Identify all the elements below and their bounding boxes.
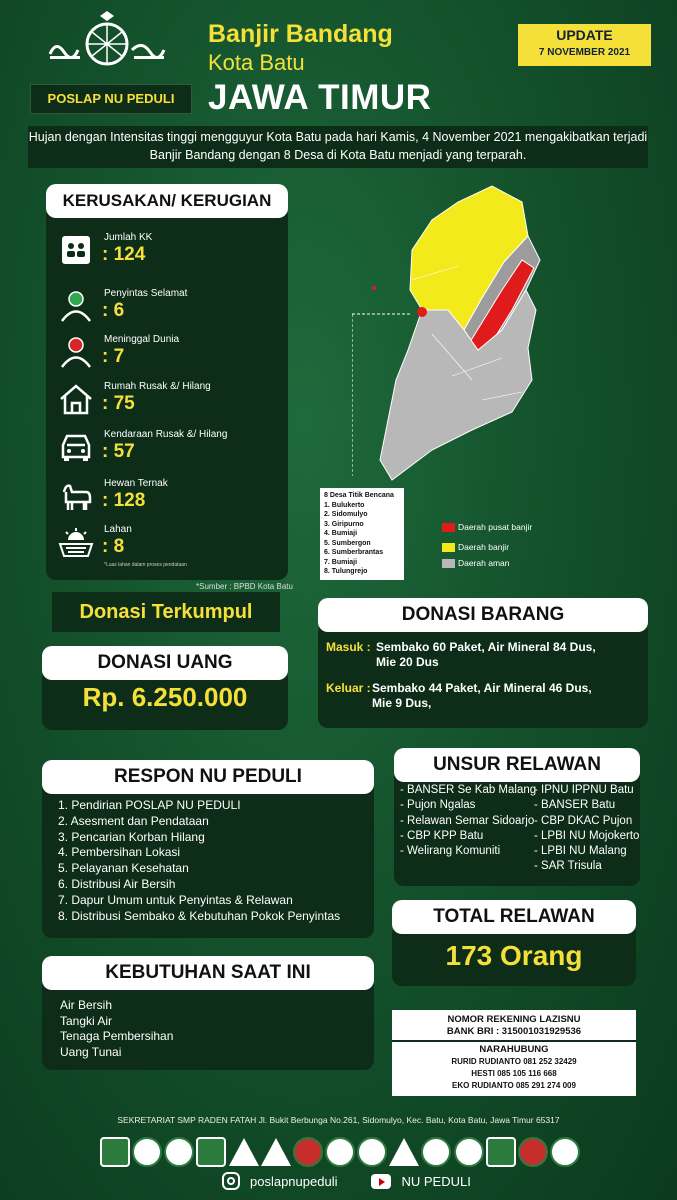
list-item: 2. Asesment dan Pendataan — [58, 813, 209, 828]
keluar-line-1: Sembako 44 Paket, Air Mineral 46 Dus, — [372, 681, 592, 695]
partner-logo-icon — [454, 1137, 484, 1167]
list-item: 3. Pencarian Korban Hilang — [58, 829, 205, 844]
house-icon — [58, 383, 94, 415]
keluar-key: Keluar : — [326, 681, 371, 695]
relawan-list-right — [534, 783, 639, 875]
secretariat-address: SEKRETARIAT SMP RADEN FATAH Jl. Bukit Berbunga No.261, Sidomulyo, Kec. Batu, Kota Batu, Jawa Timur 65317 — [117, 1115, 560, 1125]
contact-item: RURID RUDIANTO 081 252 32429 — [451, 1057, 577, 1066]
stat-label: Rumah Rusak &/ Hilang — [104, 381, 211, 392]
list-item: - SAR Trisula — [534, 860, 602, 873]
contact-item: EKO RUDIANTO 085 291 274 009 — [452, 1081, 576, 1090]
desa-item: 4. Bumiaji — [324, 530, 358, 537]
list-item: Tenaga Pembersihan — [60, 1029, 174, 1043]
list-item: - LPBI NU Malang — [534, 845, 627, 858]
youtube-icon[interactable] — [371, 1174, 391, 1189]
partner-logo-icon — [132, 1137, 162, 1167]
list-item: 8. Distribusi Sembako & Kebutuhan Pokok Penyintas — [58, 908, 341, 923]
title-line-2: Kota Batu — [208, 50, 305, 75]
legend-item-pusat — [442, 522, 532, 532]
stat-value: : 6 — [102, 300, 125, 321]
partner-logo-icon — [518, 1137, 548, 1167]
stat-value: : 124 — [102, 244, 146, 265]
social-links — [222, 1172, 471, 1190]
list-item: - Welirang Komuniti — [400, 845, 501, 858]
stat-label: Lahan — [104, 524, 132, 535]
contact-title: NARAHUBUNG — [479, 1044, 549, 1055]
stat-label: Meninggal Dunia — [104, 334, 180, 345]
list-item: - BANSER Batu — [534, 799, 616, 812]
partner-logo-icon — [261, 1138, 291, 1166]
total-relawan-heading: TOTAL RELAWAN — [392, 900, 636, 934]
legend-swatch — [442, 543, 455, 552]
legend-item-aman — [442, 558, 510, 568]
stat-value: : 7 — [102, 346, 125, 367]
total-relawan-value: 173 Orang — [445, 940, 583, 971]
donasi-barang-heading: DONASI BARANG — [318, 598, 648, 632]
partner-logo-icon — [486, 1137, 516, 1167]
donasi-uang-value: Rp. 6.250.000 — [82, 682, 248, 712]
rekening-box — [392, 1010, 636, 1096]
list-item: 4. Pembersihan Lokasi — [58, 845, 181, 860]
list-item: Tangki Air — [60, 1013, 113, 1028]
deceased-icon — [58, 336, 94, 368]
kebutuhan-heading: KEBUTUHAN SAAT INI — [42, 956, 374, 990]
legend-swatch — [442, 523, 455, 532]
partner-logo-icon — [325, 1137, 355, 1167]
title-line-3: JAWA TIMUR — [208, 78, 432, 117]
stat-value: : 8 — [102, 536, 125, 557]
legend-item-banjir — [442, 542, 509, 552]
partner-logo-icon — [357, 1137, 387, 1167]
kebutuhan-list — [60, 998, 173, 1060]
partner-logo-icon — [100, 1137, 130, 1167]
masuk-key: Masuk : — [326, 640, 371, 654]
stat-value: : 75 — [102, 393, 135, 414]
youtube-channel[interactable]: NU PEDULI — [401, 1173, 471, 1189]
keluar-line-2: Mie 9 Dus, — [372, 696, 432, 710]
donasi-uang-heading: DONASI UANG — [42, 646, 288, 680]
partner-logo-icon — [293, 1137, 323, 1167]
list-item: - LPBI NU Mojokerto — [534, 829, 640, 842]
stat-label: Kendaraan Rusak &/ Hilang — [104, 429, 228, 440]
partner-logo-icon — [550, 1137, 580, 1167]
goat-icon — [58, 480, 94, 512]
rekening-bank: BANK BRI : 315001031929536 — [446, 1026, 582, 1037]
list-item: - CBP DKAC Pujon — [534, 814, 633, 827]
desa-heading: 8 Desa Titik Bencana — [324, 492, 394, 499]
partner-logo-icon — [421, 1137, 451, 1167]
masuk-line-2: Mie 20 Dus — [376, 655, 439, 669]
org-badge: POSLAP NU PEDULI — [30, 84, 192, 114]
desa-item: 8. Tulungrejo — [324, 568, 368, 575]
stat-label: Penyintas Selamat — [104, 288, 188, 299]
partner-logo-icon — [229, 1138, 259, 1166]
partner-logo-icon — [164, 1137, 194, 1167]
legend-label: Daerah pusat banjir — [458, 522, 533, 532]
respon-list — [58, 798, 340, 924]
desa-item: 7. Bumiaji — [324, 558, 358, 566]
list-item: - IPNU IPPNU Batu — [534, 784, 634, 796]
kerusakan-heading: KERUSAKAN/ KERUGIAN — [46, 184, 288, 218]
instagram-handle[interactable]: poslapnupeduli — [250, 1173, 338, 1189]
list-item: - Relawan Semar Sidoarjo — [400, 814, 535, 827]
desa-list-box — [320, 488, 404, 580]
relawan-heading: UNSUR RELAWAN — [394, 748, 640, 782]
masuk-line-1: Sembako 60 Paket, Air Mineral 84 Dus, — [376, 640, 596, 654]
list-item: - CBP KPP Batu — [400, 829, 484, 842]
donasi-terkumpul-label: Donasi Terkumpul — [52, 592, 280, 632]
contact-item: HESTI 085 105 116 668 — [471, 1069, 557, 1078]
list-item: - BANSER Se Kab Malang — [400, 784, 537, 796]
stat-label: Hewan Ternak — [104, 478, 168, 489]
stat-value: : 128 — [102, 490, 146, 511]
legend-swatch — [442, 559, 455, 568]
lahan-note: *Luas lahan dalam proses pendataan — [104, 562, 187, 568]
list-item: 6. Distribusi Air Bersih — [58, 876, 176, 891]
partner-logo-icon — [389, 1138, 419, 1166]
list-item: Uang Tunai — [60, 1044, 122, 1059]
stat-label: Jumlah KK — [104, 232, 153, 243]
instagram-icon[interactable] — [222, 1172, 240, 1190]
list-item: 5. Pelayanan Kesehatan — [58, 861, 189, 876]
list-item: 7. Dapur Umum untuk Penyintas & Relawan — [58, 892, 293, 907]
list-item: - Pujon Ngalas — [400, 799, 476, 812]
desa-item: 5. Sumbergon — [324, 539, 371, 547]
update-badge — [518, 24, 651, 66]
desa-item: 2. Sidomulyo — [324, 511, 368, 518]
update-date: 7 NOVEMBER 2021 — [538, 47, 631, 58]
donasi-barang-panel — [318, 622, 648, 728]
stat-value: : 57 — [102, 441, 135, 462]
survivor-icon — [58, 290, 94, 322]
desa-item: 1. Bulukerto — [324, 501, 365, 509]
list-item: 1. Pendirian POSLAP NU PEDULI — [58, 798, 241, 812]
source-note: *Sumber : BPBD Kota Batu — [196, 582, 293, 591]
title-line-1: Banjir Bandang — [208, 20, 393, 48]
nu-logo — [46, 10, 168, 76]
update-label: UPDATE — [518, 24, 651, 43]
land-icon — [58, 526, 94, 558]
desa-item: 3. Giripurno — [324, 520, 364, 528]
intro-text: Hujan dengan Intensitas tinggi mengguyur Kota Batu pada hari Kamis, 4 November 2021 mengakibatkan terjadi Banjir Bandang dengan 8 Desa di Kota Batu menjadi yang terparah. — [28, 126, 648, 168]
legend-label: Daerah aman — [458, 558, 510, 568]
partner-logo-icon — [196, 1137, 226, 1167]
car-icon — [58, 431, 94, 463]
rekening-title: NOMOR REKENING LAZISNU — [447, 1014, 581, 1025]
desa-item: 6. Sumberbrantas — [324, 549, 384, 556]
divider — [392, 1040, 636, 1042]
respon-heading: RESPON NU PEDULI — [42, 760, 374, 794]
list-item: Air Bersih — [60, 998, 113, 1012]
legend-label: Daerah banjir — [458, 542, 510, 552]
relawan-list-left — [400, 783, 536, 859]
kota-batu-map — [352, 180, 562, 490]
partner-logos — [100, 1134, 580, 1170]
family-icon — [58, 234, 94, 266]
